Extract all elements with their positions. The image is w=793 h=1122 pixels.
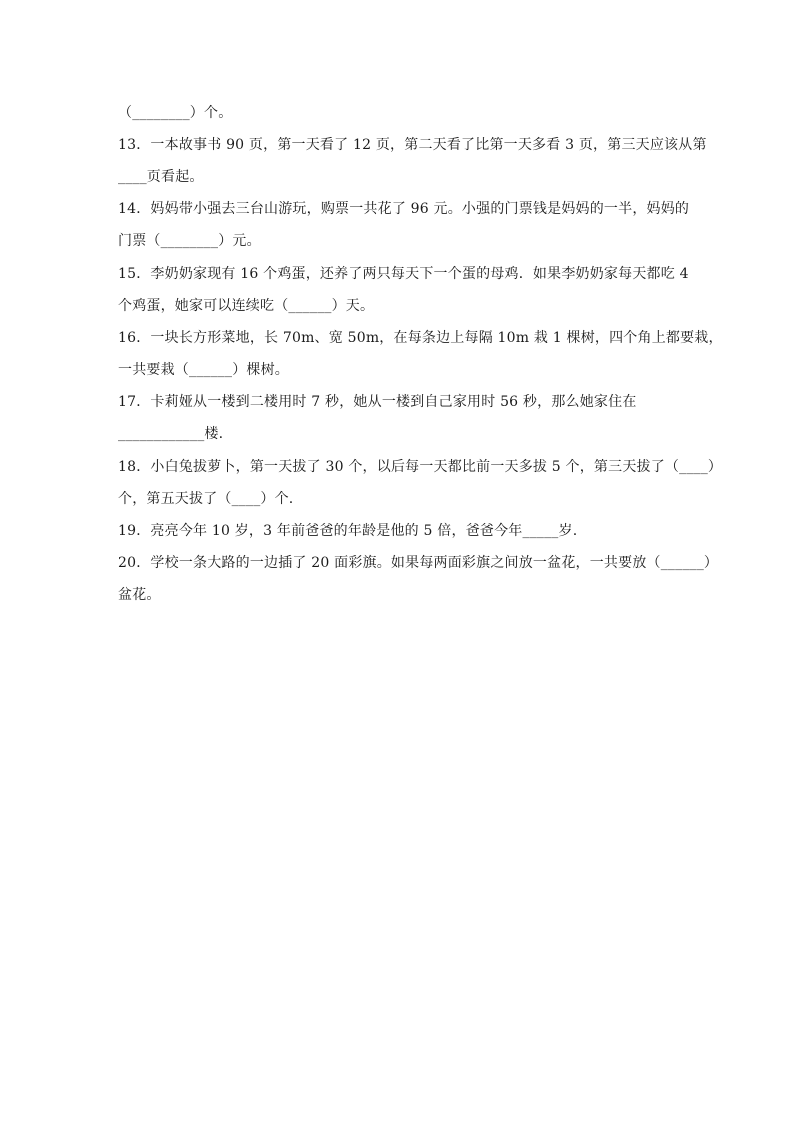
q20-line2: 盆花。 — [118, 587, 161, 603]
q17-line1: 17．卡莉娅从一楼到二楼用时 7 秒，她从一楼到自己家用时 56 秒，那么她家住在 — [118, 394, 637, 410]
q20-line1: 20．学校一条大路的一边插了 20 面彩旗。如果每两面彩旗之间放一盆花，一共要放（______） — [118, 555, 719, 571]
q15-line2: 个鸡蛋，她家可以连续吃（______）天。 — [118, 298, 375, 314]
q13-line2: ____页看起。 — [118, 169, 204, 185]
q14-line2: 门票（________）元。 — [118, 233, 261, 249]
q16-line1: 16．一块长方形菜地，长 70m、宽 50m，在每条边上每隔 10m 栽 1 棵树，四个角上都要栽， — [118, 330, 723, 346]
q18-line1: 18．小白兔拔萝卜，第一天拔了 30 个，以后每一天都比前一天多拔 5 个，第三天拔了（____） — [118, 459, 723, 475]
q14-line1: 14．妈妈带小强去三台山游玩，购票一共花了 96 元。小强的门票钱是妈妈的一半，妈妈的 — [118, 201, 690, 217]
q12-continuation: （________）个。 — [118, 105, 233, 121]
q16-line2: 一共要栽（______）棵树。 — [118, 362, 289, 378]
q17-line2: ____________楼. — [118, 426, 224, 442]
q19-line1: 19．亮亮今年 10 岁，3 年前爸爸的年龄是他的 5 倍，爸爸今年_____岁. — [118, 523, 578, 539]
q15-line1: 15．李奶奶家现有 16 个鸡蛋，还养了两只每天下一个蛋的母鸡．如果李奶奶家每天都吃 4 — [118, 266, 689, 282]
q18-line2: 个，第五天拔了（____）个. — [118, 491, 294, 507]
q13-line1: 13．一本故事书 90 页，第一天看了 12 页，第二天看了比第一天多看 3 页，第三天应该从第 — [118, 137, 707, 153]
